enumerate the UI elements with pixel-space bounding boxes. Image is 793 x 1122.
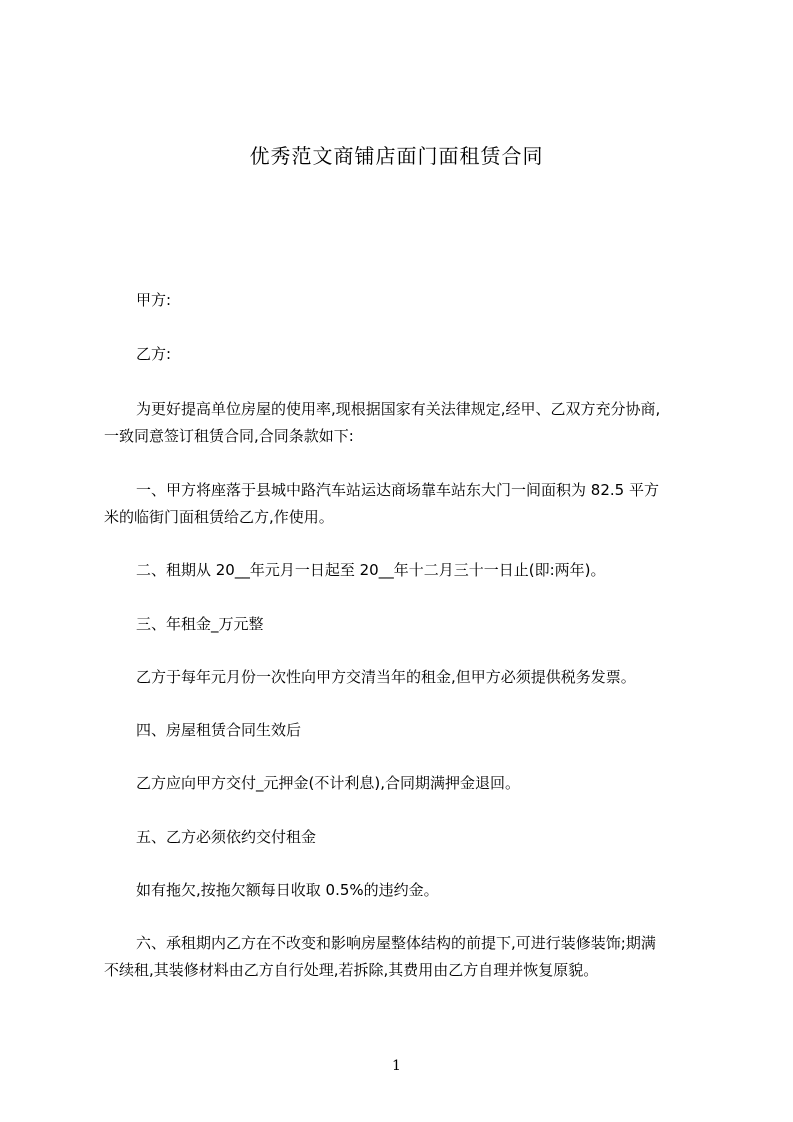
page-number: 1 [392, 1058, 401, 1074]
clause-4-heading: 四、房屋租赁合同生效后 [136, 721, 302, 739]
clause-6-line-1: 六、承租期内乙方在不改变和影响房屋整体结构的前提下,可进行装修装饰;期满 [136, 934, 656, 952]
clause-1-line-2: 米的临街门面租赁给乙方,作使用。 [104, 508, 334, 526]
document-title: 优秀范文商铺店面门面租赁合同 [249, 144, 544, 168]
clause-2: 二、租期从 20__年元月一日起至 20__年十二月三十一日止(即:两年)。 [136, 561, 606, 579]
party-b-line: 乙方: [136, 345, 172, 363]
clause-5-heading: 五、乙方必须依约交付租金 [136, 828, 317, 846]
clause-3-heading: 三、年租金_万元整 [136, 615, 264, 633]
clause-6-line-2: 不续租,其装修材料由乙方自行处理,若拆除,其费用由乙方自理并恢复原貌。 [104, 961, 599, 979]
intro-line-2: 一致同意签订租赁合同,合同条款如下: [104, 427, 354, 445]
clause-5-detail: 如有拖欠,按拖欠额每日收取 0.5%的违约金。 [136, 881, 439, 899]
clause-1-line-1: 一、甲方将座落于县城中路汽车站运达商场靠车站东大门一间面积为 82.5 平方 [136, 481, 659, 499]
intro-line-1: 为更好提高单位房屋的使用率,现根据国家有关法律规定,经甲、乙双方充分协商, [136, 400, 661, 418]
clause-3-detail: 乙方于每年元月份一次性向甲方交清当年的租金,但甲方必须提供税务发票。 [136, 668, 636, 686]
party-a-line: 甲方: [136, 291, 172, 309]
clause-4-detail: 乙方应向甲方交付_元押金(不计利息),合同期满押金退回。 [136, 774, 520, 792]
